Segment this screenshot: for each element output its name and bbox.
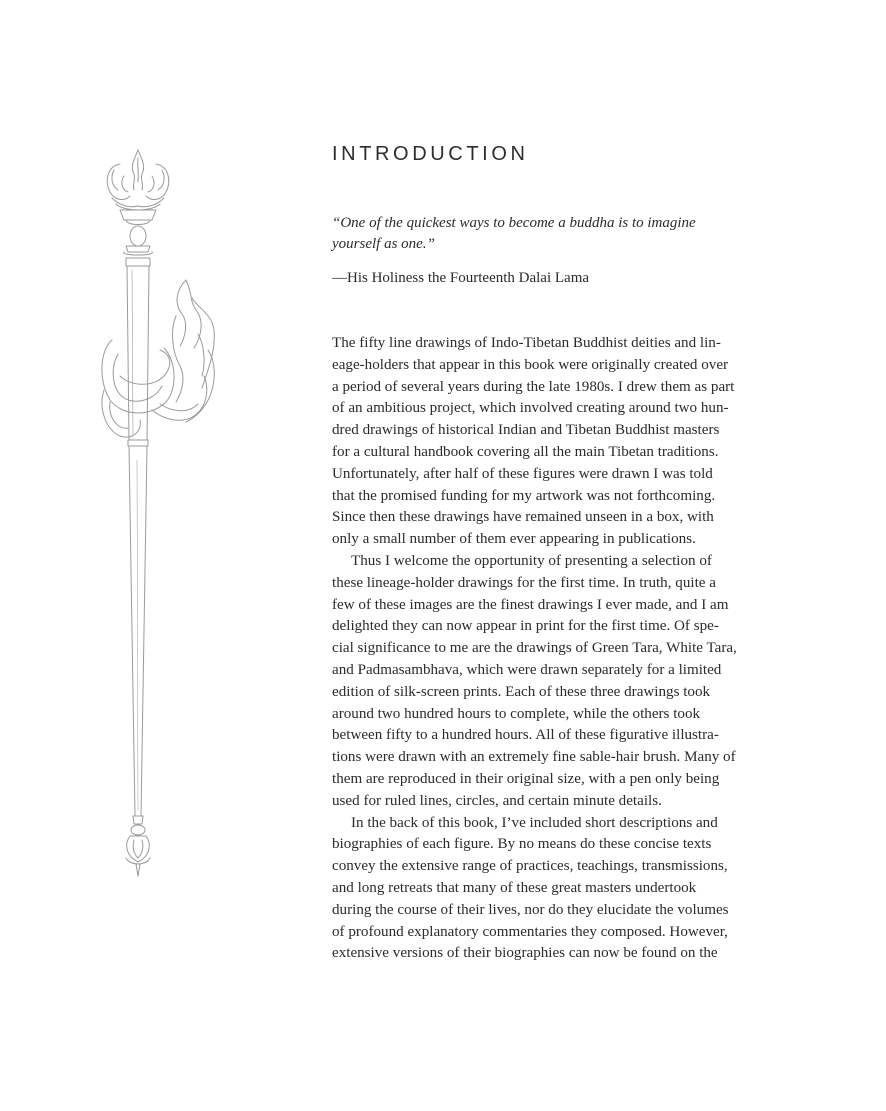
epigraph-line: “One of the quickest ways to become a buddha is to imagine <box>332 215 696 231</box>
body-line: few of these images are the finest drawings I ever made, and I am <box>332 596 729 613</box>
body-line: around two hundred hours to complete, while the others took <box>332 705 701 722</box>
body-line: Unfortunately, after half of these figures were drawn I was told <box>332 465 713 482</box>
body-line: convey the extensive range of practices, teachings, transmissions, <box>332 858 728 875</box>
body-line: of an ambitious project, which involved creating around two hun- <box>332 400 729 417</box>
khatvanga-staff-illustration <box>90 140 230 890</box>
body-line: only a small number of them ever appearing in publications. <box>332 531 696 548</box>
body-line: delighted they can now appear in print for the first time. Of spe- <box>332 618 719 635</box>
body-line: cial significance to me are the drawings of Green Tara, White Tara, <box>332 640 737 657</box>
body-line: for a cultural handbook covering all the main Tibetan traditions. <box>332 443 719 460</box>
body-line: and long retreats that many of these great masters undertook <box>332 879 697 896</box>
body-line: eage-holders that appear in this book were originally created over <box>332 356 729 373</box>
epigraph-attribution: —His Holiness the Fourteenth Dalai Lama <box>332 270 590 286</box>
body-line: these lineage-holder drawings for the first time. In truth, quite a <box>332 574 716 591</box>
body-line: used for ruled lines, circles, and certain minute details. <box>332 792 662 809</box>
epigraph-quote <box>332 213 752 255</box>
body-line: edition of silk-screen prints. Each of these three drawings took <box>332 683 711 700</box>
body-line: between fifty to a hundred hours. All of these figurative illustra- <box>332 727 719 744</box>
epigraph-line: yourself as one.” <box>332 236 435 252</box>
body-line: of profound explanatory commentaries they composed. However, <box>332 923 728 940</box>
body-line: them are reproduced in their original size, with a pen only being <box>332 770 720 787</box>
body-line: Since then these drawings have remained unseen in a box, with <box>332 509 714 526</box>
chapter-heading: INTRODUCTION <box>332 143 529 165</box>
body-line: dred drawings of historical Indian and Tibetan Buddhist masters <box>332 422 720 439</box>
body-line: during the course of their lives, nor do they elucidate the volumes <box>332 901 729 918</box>
body-line: Thus I welcome the opportunity of presenting a selection of <box>351 552 712 569</box>
body-text <box>332 333 784 965</box>
body-line: biographies of each figure. By no means do these concise texts <box>332 836 712 853</box>
body-line: a period of several years during the late 1980s. I drew them as part <box>332 378 735 395</box>
body-line: The fifty line drawings of Indo-Tibetan Buddhist deities and lin- <box>332 335 721 351</box>
body-line: In the back of this book, I’ve included short descriptions and <box>351 814 718 831</box>
body-line: that the promised funding for my artwork was not forthcoming. <box>332 487 716 504</box>
body-line: extensive versions of their biographies can now be found on the <box>332 945 718 962</box>
body-line: tions were drawn with an extremely fine sable-hair brush. Many of <box>332 749 736 766</box>
body-line: and Padmasambhava, which were drawn separately for a limited <box>332 661 722 678</box>
